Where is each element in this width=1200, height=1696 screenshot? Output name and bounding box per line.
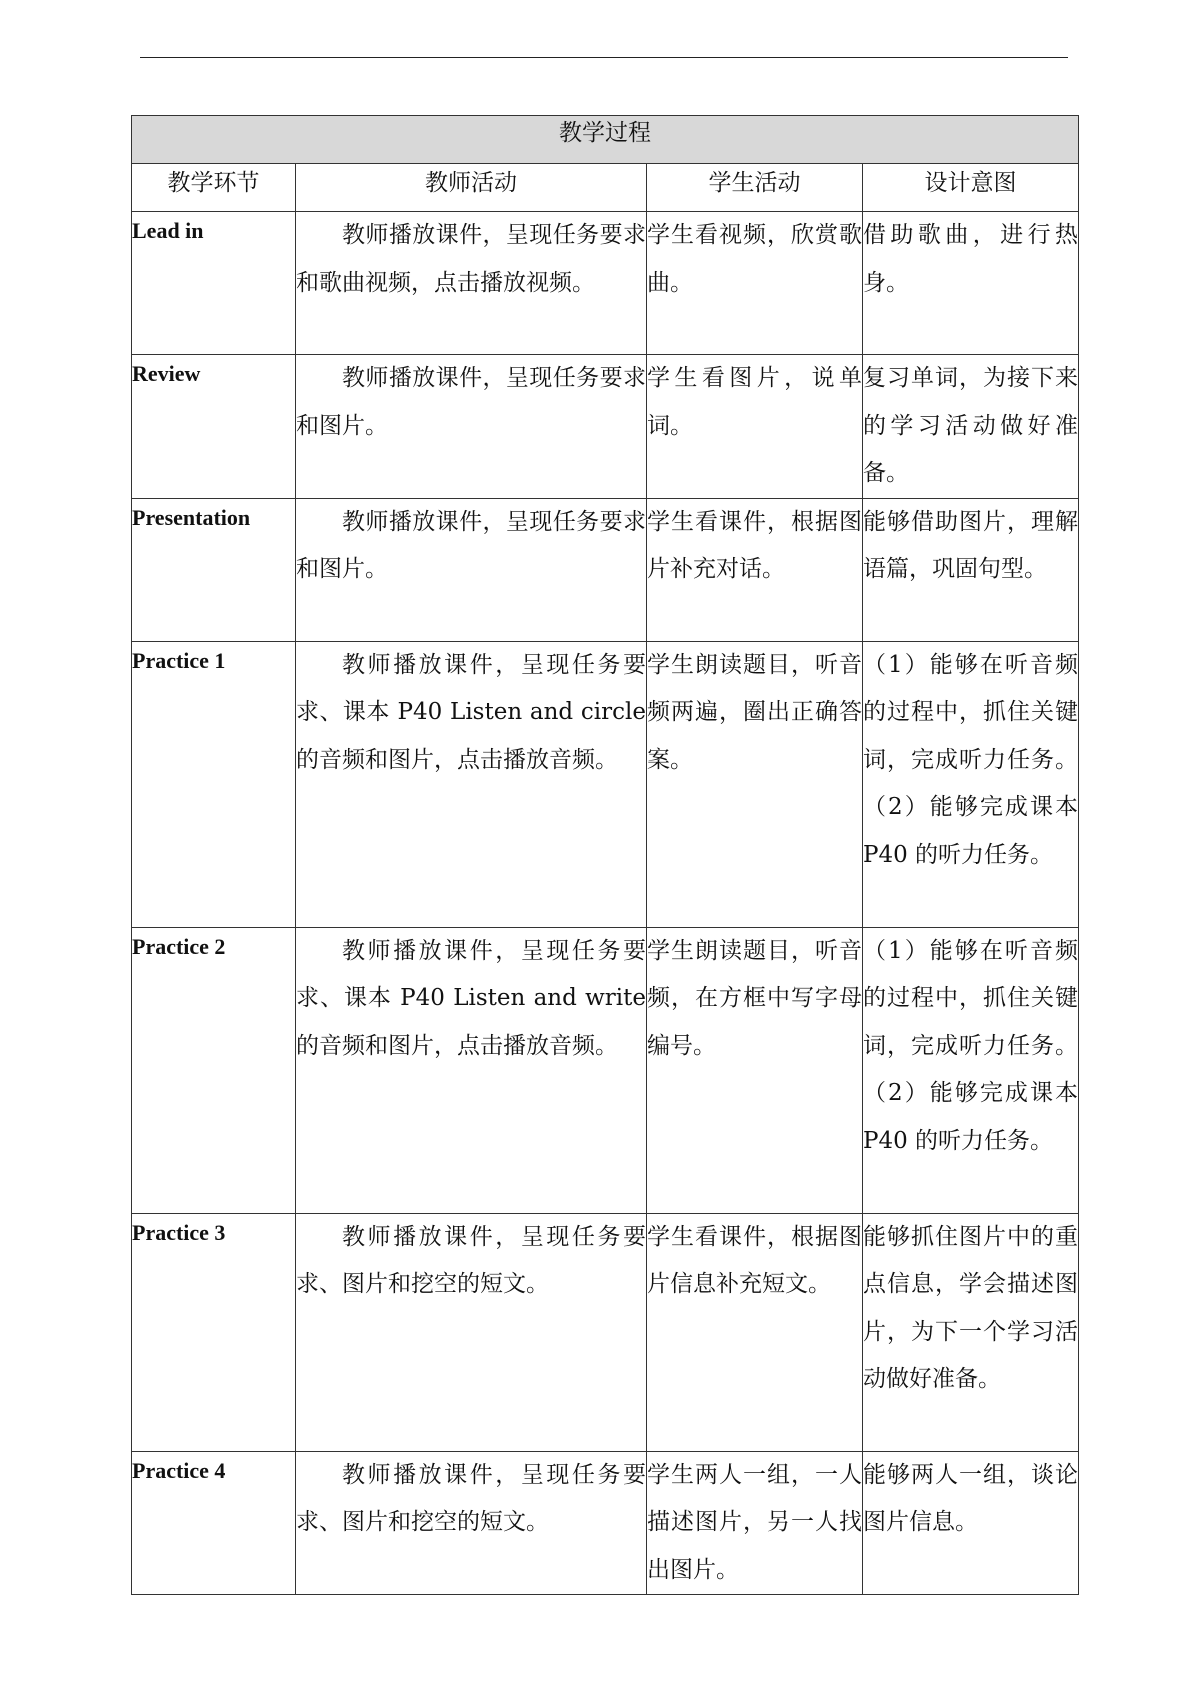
- student-activity-cell: 学生朗读题目，听音频，在方框中写字母编号。: [647, 927, 863, 1213]
- table-row: [132, 212, 1079, 355]
- student-activity-cell: 学生朗读题目，听音频两遍，圈出正确答案。: [647, 641, 863, 927]
- table-row: [132, 641, 1079, 927]
- table-row: [132, 1451, 1079, 1595]
- teaching-process-table: [131, 115, 1079, 1595]
- student-activity-cell: 学生看视频，欣赏歌曲。: [647, 212, 863, 355]
- design-intent-cell: 能够两人一组，谈论图片信息。: [863, 1451, 1079, 1595]
- teacher-activity-cell: 教师播放课件，呈现任务要求和歌曲视频，点击播放视频。: [296, 212, 647, 355]
- design-intent-cell: （1）能够在听音频的过程中，抓住关键词，完成听力任务。（2）能够完成课本 P40 的听力任务。: [863, 641, 1079, 927]
- teacher-activity-cell: 教师播放课件，呈现任务要求、图片和挖空的短文。: [296, 1451, 647, 1595]
- table-title: 教学过程: [132, 116, 1079, 164]
- table-row: [132, 355, 1079, 499]
- header-teacher-activity: 教师活动: [296, 164, 647, 212]
- stage-cell: Practice 3: [132, 1213, 296, 1451]
- teacher-activity-cell: 教师播放课件，呈现任务要求、图片和挖空的短文。: [296, 1213, 647, 1451]
- design-intent-cell: 复习单词，为接下来的学习活动做好准备。: [863, 355, 1079, 499]
- design-intent-cell: 借助歌曲，进行热身。: [863, 212, 1079, 355]
- header-rule: [140, 57, 1068, 58]
- header-student-activity: 学生活动: [647, 164, 863, 212]
- student-activity-cell: 学生看课件，根据图片补充对话。: [647, 498, 863, 641]
- stage-cell: Practice 4: [132, 1451, 296, 1595]
- teacher-activity-cell: 教师播放课件，呈现任务要求和图片。: [296, 355, 647, 499]
- table-row: [132, 498, 1079, 641]
- stage-cell: Practice 1: [132, 641, 296, 927]
- header-stage: 教学环节: [132, 164, 296, 212]
- teacher-activity-cell: 教师播放课件，呈现任务要求和图片。: [296, 498, 647, 641]
- student-activity-cell: 学生看图片，说单词。: [647, 355, 863, 499]
- table-row: [132, 1213, 1079, 1451]
- stage-cell: Review: [132, 355, 296, 499]
- stage-cell: Practice 2: [132, 927, 296, 1213]
- teacher-activity-cell: 教师播放课件，呈现任务要求、课本 P40 Listen and circle 的音频和图片，点击播放音频。: [296, 641, 647, 927]
- design-intent-cell: （1）能够在听音频的过程中，抓住关键词，完成听力任务。（2）能够完成课本 P40 的听力任务。: [863, 927, 1079, 1213]
- header-row: [132, 164, 1079, 212]
- design-intent-cell: 能够借助图片，理解语篇，巩固句型。: [863, 498, 1079, 641]
- stage-cell: Presentation: [132, 498, 296, 641]
- student-activity-cell: 学生看课件，根据图片信息补充短文。: [647, 1213, 863, 1451]
- teacher-activity-cell: 教师播放课件，呈现任务要求、课本 P40 Listen and write 的音频和图片，点击播放音频。: [296, 927, 647, 1213]
- design-intent-cell: 能够抓住图片中的重点信息，学会描述图片，为下一个学习活动做好准备。: [863, 1213, 1079, 1451]
- student-activity-cell: 学生两人一组，一人描述图片，另一人找出图片。: [647, 1451, 863, 1595]
- stage-cell: Lead in: [132, 212, 296, 355]
- table-row: [132, 927, 1079, 1213]
- header-design-intent: 设计意图: [863, 164, 1079, 212]
